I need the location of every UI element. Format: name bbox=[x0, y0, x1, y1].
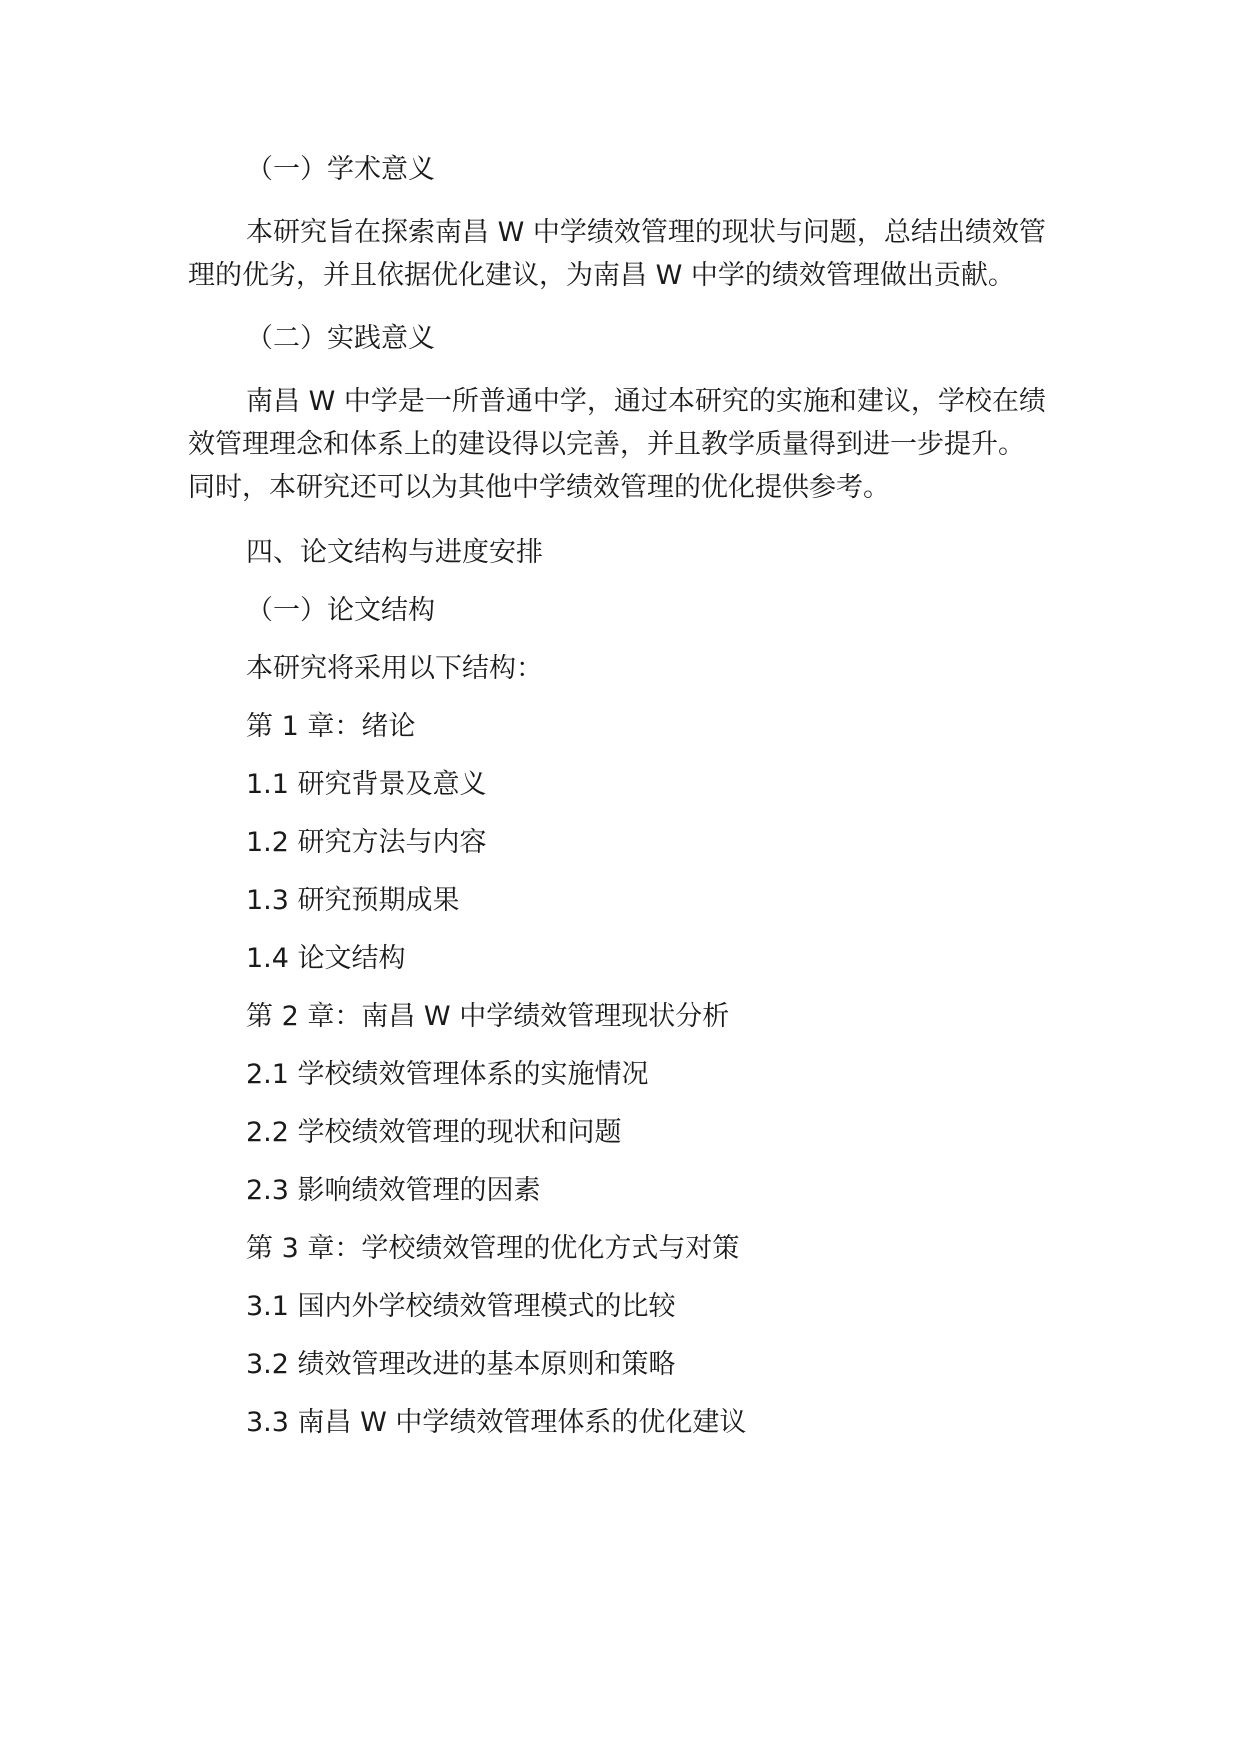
outline-item: 3.2 绩效管理改进的基本原则和策略 bbox=[246, 1349, 676, 1380]
practical-significance-heading: （二）实践意义 bbox=[246, 323, 435, 354]
paragraph-line: 理的优劣，并且依据优化建议，为南昌 W 中学的绩效管理做出贡献。 bbox=[188, 260, 1015, 291]
outline-item: 3.1 国内外学校绩效管理模式的比较 bbox=[246, 1291, 676, 1322]
paragraph-line: 效管理理念和体系上的建设得以完善，并且教学质量得到进一步提升。 bbox=[188, 429, 1025, 460]
outline-item: 第 2 章：南昌 W 中学绩效管理现状分析 bbox=[246, 1001, 730, 1032]
outline-item: 1.1 研究背景及意义 bbox=[246, 769, 487, 800]
outline-item: 2.3 影响绩效管理的因素 bbox=[246, 1175, 541, 1206]
page-content bbox=[188, 148, 1048, 1444]
paragraph-line: 同时，本研究还可以为其他中学绩效管理的优化提供参考。 bbox=[188, 472, 890, 503]
outline-item: 3.3 南昌 W 中学绩效管理体系的优化建议 bbox=[246, 1407, 747, 1438]
outline-item: 第 1 章：绪论 bbox=[246, 711, 416, 742]
outline-item: 2.2 学校绩效管理的现状和问题 bbox=[246, 1117, 622, 1148]
academic-significance-heading: （一）学术意义 bbox=[246, 154, 435, 185]
structure-intro: 本研究将采用以下结构： bbox=[246, 653, 543, 684]
section-title: 四、论文结构与进度安排 bbox=[246, 537, 543, 568]
academic-significance-paragraph bbox=[188, 211, 1048, 297]
thesis-structure-heading: （一）论文结构 bbox=[246, 595, 435, 626]
outline-item: 2.1 学校绩效管理体系的实施情况 bbox=[246, 1059, 649, 1090]
outline-item: 第 3 章：学校绩效管理的优化方式与对策 bbox=[246, 1233, 740, 1264]
paragraph-line: 南昌 W 中学是一所普通中学，通过本研究的实施和建议，学校在绩 bbox=[246, 386, 1046, 417]
outline-item: 1.3 研究预期成果 bbox=[246, 885, 460, 916]
outline-item: 1.2 研究方法与内容 bbox=[246, 827, 487, 858]
outline-item: 1.4 论文结构 bbox=[246, 943, 406, 974]
practical-significance-paragraph bbox=[188, 380, 1048, 509]
outline-list bbox=[188, 705, 1048, 1444]
paragraph-line: 本研究旨在探索南昌 W 中学绩效管理的现状与问题，总结出绩效管 bbox=[246, 217, 1046, 248]
